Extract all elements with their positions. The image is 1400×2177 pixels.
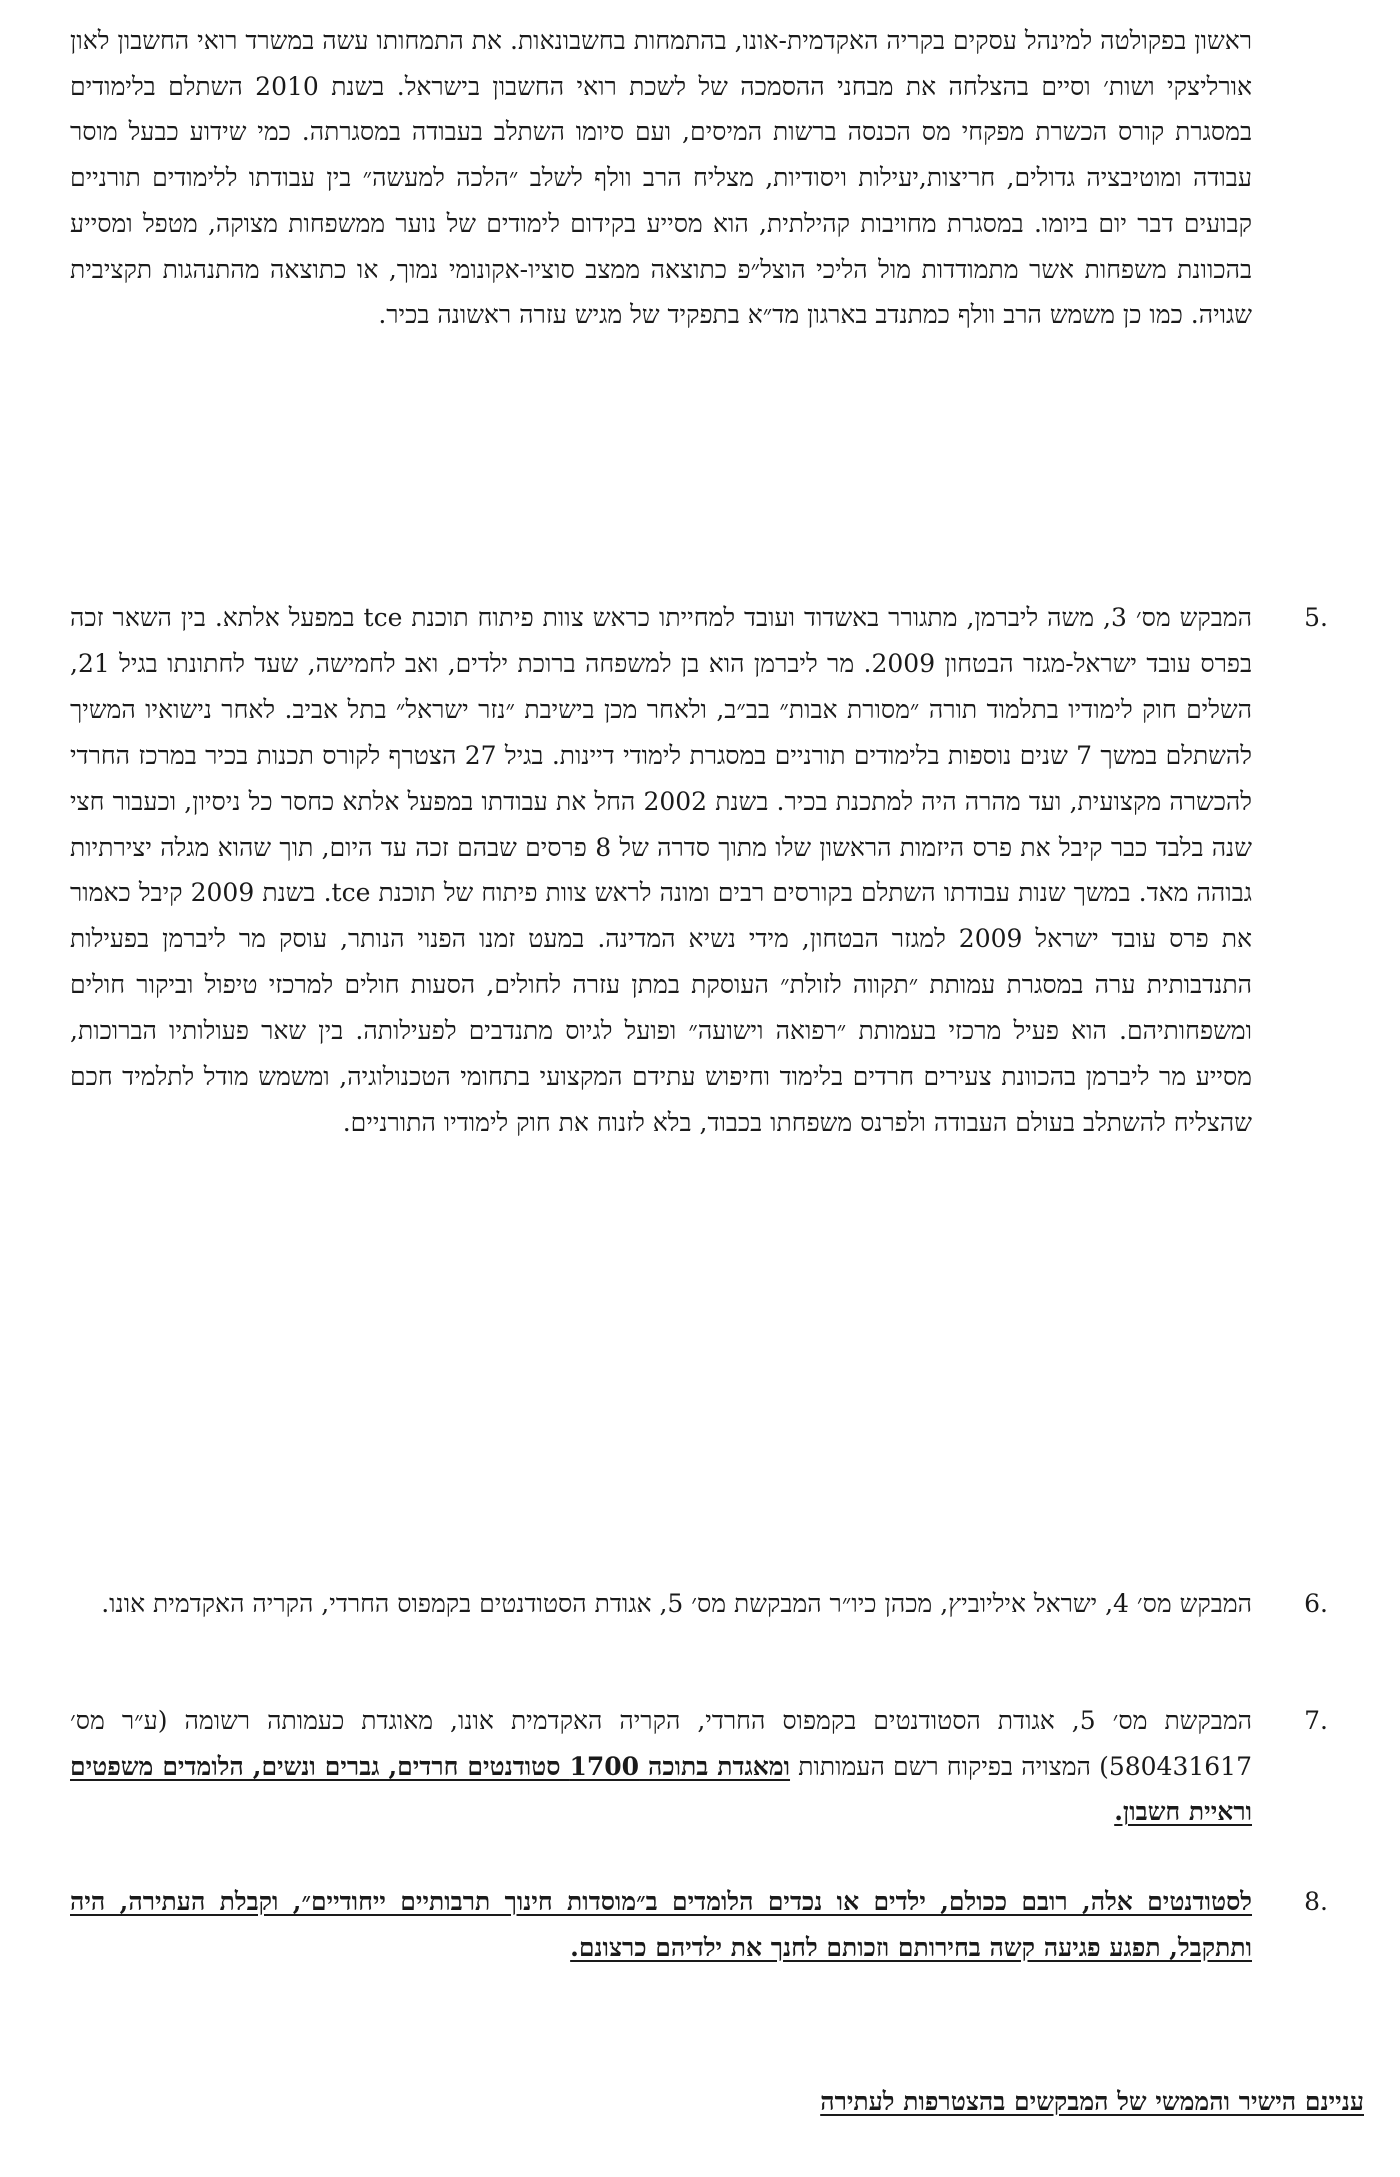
item-text-plain: המבקשת מס׳ 5, אגודת הסטודנטים בקמפוס החרדי, הקריה האקדמית אונו, מאוגדת כעמותה רשומה (ע״ר מס׳ 580431617) המצויה בפיקוח רשם העמותות [70, 1706, 1253, 1781]
item-text: המבקש מס׳ 3, משה ליברמן, מתגורר באשדוד ועובד למחייתו כראש צוות פיתוח תוכנת tce במפעל אלתא. בין השאר זכה בפרס עובד ישראל-מגזר הבטחון 2009. מר ליברמן הוא בן למשפחה ברוכת ילדים, ואב לחמישה, שעד לחתונתו בגיל 21, השלים חוק לימודיו בתלמוד תורה ״מסורת אבות״ בב״ב, ולאחר מכן בישיבת ״נזר ישראל״ בתל אביב. לאחר נישואיו המשיך להשתלם במשך 7 שנים נוספות בלימודים תורניים במסגרת לימודי דיינות. בגיל 27 הצטרף לקורס תכנות בכיר במרכז החרדי להכשרה מקצועית, ועד מהרה היה למתכנת בכיר. בשנת 2002 החל את עבודתו במפעל אלתא כחסר כל ניסיון, וכעבור חצי שנה בלבד כבר קיבל את פרס היזמות הראשון שלו מתוך סדרה של 8 פרסים שבהם זכה עד היום, תוך שהוא מגלה יצירתיות גבוהה מאד. במשך שנות עבודתו השתלם בקורסים רבים ומונה לראש צוות פיתוח של תוכנת tce. בשנת 2009 קיבל כאמור את פרס עובד ישראל 2009 למגזר הבטחון, מידי נשיא המדינה. במעט זמנו הפנוי הנותר, עוסק מר ליברמן בפעילות התנדבותית ערה במסגרת עמותת ״תקווה לזולת״ העוסקת במתן עזרה לחולים, הסעות חולים למרכזי טיפול וביקור חולים ומשפחותיהם. הוא פעיל מרכזי בעמותת ״רפואה וישועה״ ופועל לגיוס מתנדבים לפעילותה. בין שאר פעולותיו הברוכות, מסייע מר ליברמן בהכוונת צעירים חרדים בלימוד וחיפוש עתידם המקצועי בתחומי הטכנולוגיה, ומשמש מודל לתלמיד חכם שהצליח להשתלב בעולם העבודה ולפרנס משפחתו בכבוד, בלא לזנוח את חוק לימודיו התורניים. [70, 603, 1252, 1137]
item-number: 8. [1304, 1887, 1328, 1916]
item-number: 7. [1304, 1706, 1328, 1735]
item-number: 6. [1304, 1589, 1328, 1618]
item-number: 5. [1304, 603, 1328, 632]
item-text: המבקש מס׳ 4, ישראל איליוביץ, מכהן כיו״ר המבקשת מס׳ 5, אגודת הסטודנטים בקמפוס החרדי, הקריה האקדמית אונו. [101, 1589, 1252, 1618]
item-text [70, 1698, 1252, 1835]
item-text-emphasis: ומאגדת בתוכה 1700 סטודנטים חרדים, גברים ונשים, הלומדים משפטים וראיית חשבון. [70, 1751, 1252, 1827]
section-heading: עניינם הישיר והממשי של המבקשים בהצטרפות לעתירה [820, 2087, 1364, 2116]
item-text: לסטודנטים אלה, רובם ככולם, ילדים או נכדים הלומדים ב״מוסדות חינוך תרבותיים ייחודיים״, וקבלת העתירה, היה ותתקבל, תפגע פגיעה קשה בחירותם וזכותם לחנך את ילדיהם כרצונם. [70, 1887, 1252, 1962]
document-page [0, 18, 1400, 2177]
intro-paragraph: ראשון בפקולטה למינהל עסקים בקריה האקדמית-אונו, בהתמחות בחשבונאות. את התמחותו עשה במשרד רואי החשבון לאון אורליצקי ושות׳ וסיים בהצלחה את מבחני ההסמכה של לשכת רואי החשבון בישראל. בשנת 2010 השתלם בלימודים במסגרת קורס הכשרת מפקחי מס הכנסה ברשות המיסים, ועם סיומו השתלב בעבודה במסגרתה. כמי שידוע כבעל מוסר עבודה ומוטיבציה גדולים, חריצות,יעילות ויסודיות, מצליח הרב וולף לשלב ״הלכה למעשה״ בין עבודתו ללימודים תורניים קבועים דבר יום ביומו. במסגרת מחויבות קהילתית, הוא מסייע בקידום לימודים של נוער ממשפחות מצוקה, מטפל ומסייע בהכוונת משפחות אשר מתמודדות מול הליכי הוצל״פ כתוצאה ממצב סוציו-אקונומי נמוך, או כתוצאה מהתנהגות תקציבית שגויה. כמו כן משמש הרב וולף כמתנדב בארגון מד״א בתפקיד של מגיש עזרה ראשונה בכיר. [70, 26, 1252, 330]
